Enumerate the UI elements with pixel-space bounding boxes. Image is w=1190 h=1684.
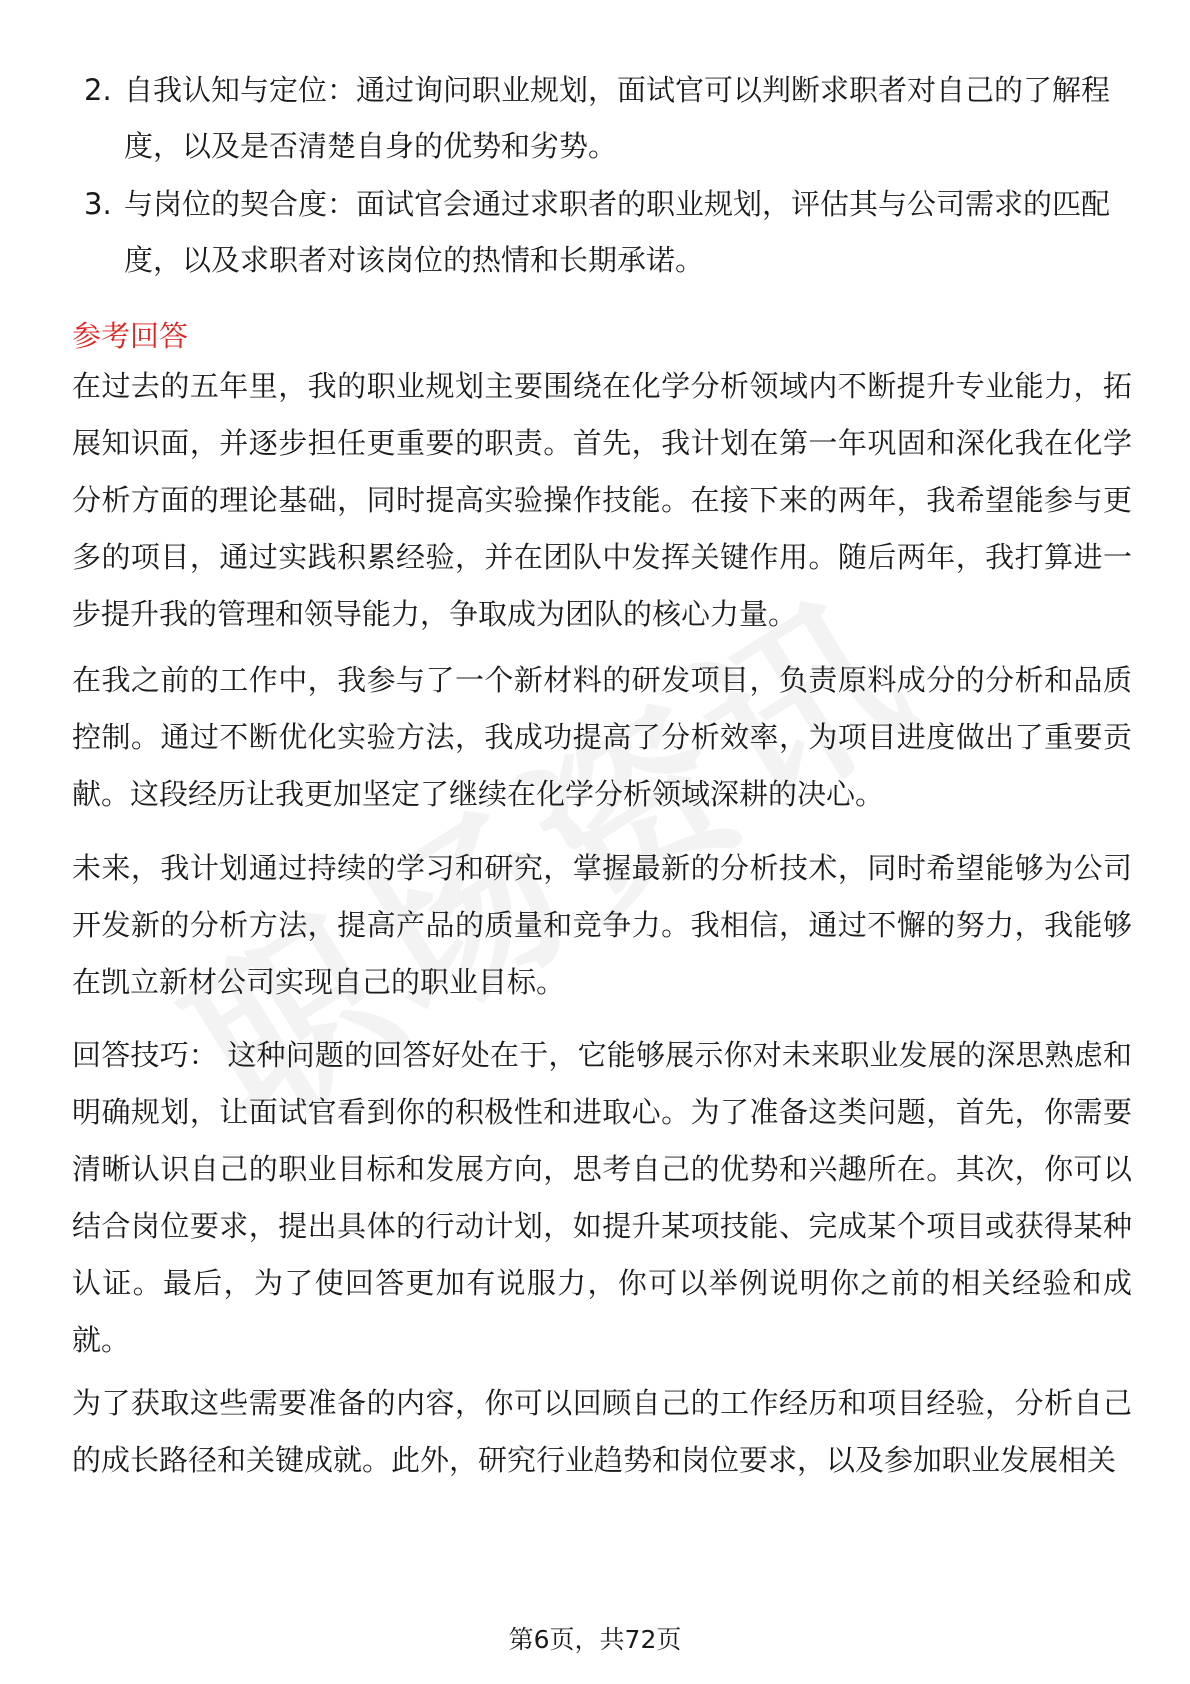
answer-paragraph: 在我之前的工作中，我参与了一个新材料的研发项目，负责原料成分的分析和品质控制。通过不断优化实验方法，我成功提高了分析效率，为项目进度做出了重要贡献。这段经历让我更加坚定了继续在化学分析领域深耕的决心。	[72, 663, 1132, 811]
page-number: 第6页，共72页	[508, 1625, 682, 1654]
numbered-list	[72, 62, 1132, 290]
answer-paragraph: 在过去的五年里，我的职业规划主要围绕在化学分析领域内不断提升专业能力，拓展知识面，并逐步担任更重要的职责。首先，我计划在第一年巩固和深化我在化学分析方面的理论基础，同时提高实验操作技能。在接下来的两年，我希望能参与更多的项目，通过实践积累经验，并在团队中发挥关键作用。随后两年，我打算进一步提升我的管理和领导能力，争取成为团队的核心力量。	[72, 369, 1132, 631]
list-item	[72, 176, 1132, 288]
preparation-paragraph: 为了获取这些需要准备的内容，你可以回顾自己的工作经历和项目经验，分析自己的成长路径和关键成就。此外，研究行业趋势和岗位要求，以及参加职业发展相关	[72, 1386, 1132, 1477]
list-item-text: 与岗位的契合度：面试官会通过求职者的职业规划，评估其与公司需求的匹配度，以及求职者对该岗位的热情和长期承诺。	[124, 187, 1111, 277]
list-item-text: 自我认知与定位：通过询问职业规划，面试官可以判断求职者对自己的了解程度，以及是否清楚自身的优势和劣势。	[124, 73, 1111, 163]
tips-paragraph: 回答技巧： 这种问题的回答好处在于，它能够展示你对未来职业发展的深思熟虑和明确规划，让面试官看到你的积极性和进取心。为了准备这类问题，首先，你需要清晰认识自己的职业目标和发展方向，思考自己的优势和兴趣所在。其次，你可以结合岗位要求，提出具体的行动计划，如提升某项技能、完成某个项目或获得某种认证。最后，为了使回答更加有说服力，你可以举例说明你之前的相关经验和成就。	[72, 1038, 1132, 1357]
answer-paragraph: 未来，我计划通过持续的学习和研究，掌握最新的分析技术，同时希望能够为公司开发新的分析方法，提高产品的质量和竞争力。我相信，通过不懈的努力，我能够在凯立新材公司实现自己的职业目标。	[72, 851, 1132, 999]
list-item-number: 3.	[84, 187, 112, 221]
list-item	[72, 62, 1132, 174]
section-heading: 参考回答	[72, 319, 189, 353]
list-item-number: 2.	[84, 73, 112, 107]
